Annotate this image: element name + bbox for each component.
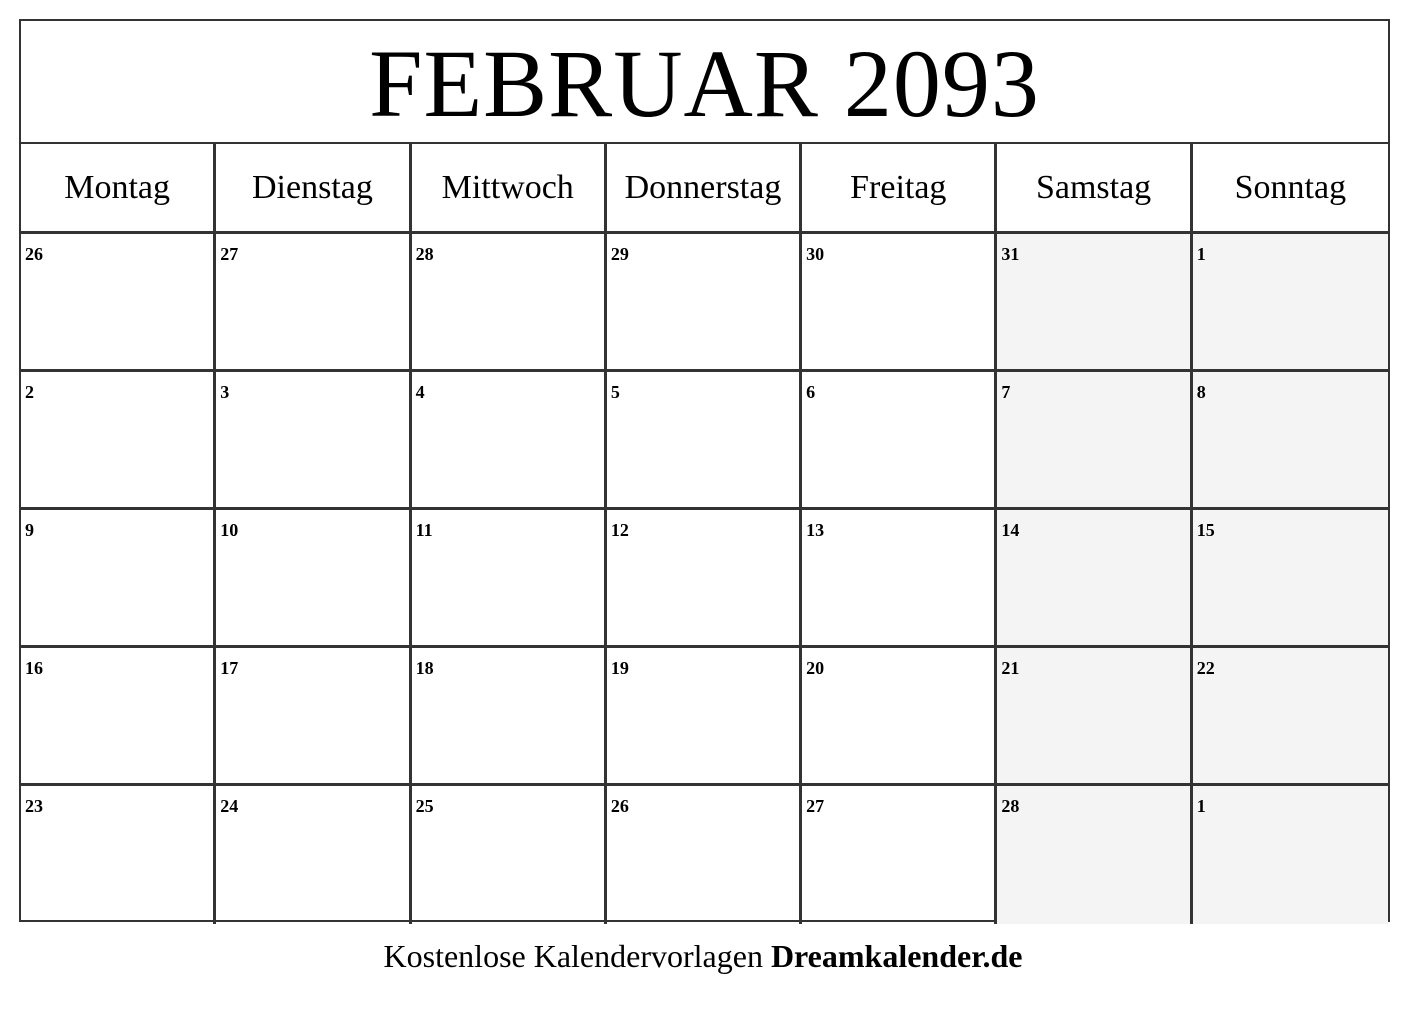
day-number: 23: [25, 796, 43, 816]
day-cell: [1193, 510, 1388, 648]
day-number: 27: [806, 796, 825, 816]
day-number: 1: [1196, 796, 1206, 816]
day-number: 28: [1001, 796, 1020, 816]
day-number: 22: [1196, 658, 1215, 678]
day-number: 11: [415, 520, 433, 540]
day-number: 26: [610, 796, 629, 816]
day-number: 21: [1001, 658, 1020, 678]
calendar-grid: [21, 144, 1388, 924]
day-cell: [802, 648, 997, 786]
day-number: 5: [610, 382, 620, 402]
day-cell: [412, 648, 607, 786]
day-cell: [216, 786, 411, 924]
day-cell: [1193, 372, 1388, 510]
day-number: 18: [415, 658, 434, 678]
day-number: 1: [1196, 244, 1206, 264]
day-cell: [997, 510, 1192, 648]
day-number: 24: [220, 796, 239, 816]
day-cell: [607, 648, 802, 786]
day-cell: [802, 372, 997, 510]
footer-brand: Dreamkalender.de: [770, 938, 1023, 974]
day-cell: [412, 372, 607, 510]
weekday-header-sunday: [1193, 144, 1388, 234]
day-number: 26: [25, 244, 43, 264]
day-number: 6: [806, 382, 816, 402]
day-number: 10: [220, 520, 239, 540]
day-number: 4: [415, 382, 425, 402]
day-cell: [412, 510, 607, 648]
day-number: 8: [1196, 382, 1206, 402]
weekday-label: Freitag: [850, 168, 947, 206]
weekday-header-thursday: [607, 144, 802, 234]
weekday-label: Dienstag: [251, 168, 373, 206]
footer: [0, 938, 1406, 975]
footer-text: Kostenlose Kalendervorlagen: [383, 938, 763, 974]
day-cell: [1193, 648, 1388, 786]
weekday-header-wednesday: [412, 144, 607, 234]
day-number: 16: [25, 658, 43, 678]
day-cell: [412, 234, 607, 372]
weekday-label: Mittwoch: [441, 168, 574, 206]
weekday-label: Samstag: [1035, 168, 1152, 206]
day-number: 28: [415, 244, 434, 264]
day-cell: [21, 372, 216, 510]
weekday-header-friday: [802, 144, 997, 234]
day-number: 7: [1001, 382, 1011, 402]
day-number: 9: [25, 520, 34, 540]
day-cell: [1193, 234, 1388, 372]
day-number: 30: [806, 244, 825, 264]
day-cell: [21, 786, 216, 924]
weekday-label: Montag: [64, 168, 171, 206]
day-cell: [216, 372, 411, 510]
title-bar: [21, 21, 1388, 144]
day-number: 20: [806, 658, 825, 678]
day-cell: [802, 786, 997, 924]
day-cell: [802, 234, 997, 372]
weekday-label: Sonntag: [1234, 168, 1347, 206]
day-cell: [21, 510, 216, 648]
weekday-label: Donnerstag: [624, 168, 782, 206]
day-cell: [997, 648, 1192, 786]
day-cell: [216, 648, 411, 786]
day-cell: [607, 510, 802, 648]
weekday-header-saturday: [997, 144, 1192, 234]
day-cell: [607, 372, 802, 510]
day-cell: [607, 234, 802, 372]
day-cell: [802, 510, 997, 648]
weekday-header-tuesday: [216, 144, 411, 234]
weekday-header-monday: [21, 144, 216, 234]
day-number: 25: [415, 796, 434, 816]
day-cell: [997, 234, 1192, 372]
day-cell: [216, 510, 411, 648]
day-number: 19: [610, 658, 629, 678]
day-cell: [21, 648, 216, 786]
day-cell: [216, 234, 411, 372]
day-cell: [1193, 786, 1388, 924]
day-number: 12: [610, 520, 629, 540]
day-number: 17: [220, 658, 239, 678]
day-number: 31: [1001, 244, 1020, 264]
day-number: 15: [1196, 520, 1215, 540]
calendar-title: FEBRUAR 2093: [369, 29, 1040, 137]
calendar: [19, 19, 1390, 922]
day-cell: [997, 786, 1192, 924]
day-number: 29: [610, 244, 629, 264]
day-cell: [412, 786, 607, 924]
day-number: 27: [220, 244, 239, 264]
day-number: 2: [25, 382, 34, 402]
day-number: 3: [220, 382, 230, 402]
day-number: 14: [1001, 520, 1020, 540]
day-cell: [21, 234, 216, 372]
day-cell: [607, 786, 802, 924]
day-number: 13: [806, 520, 825, 540]
day-cell: [997, 372, 1192, 510]
